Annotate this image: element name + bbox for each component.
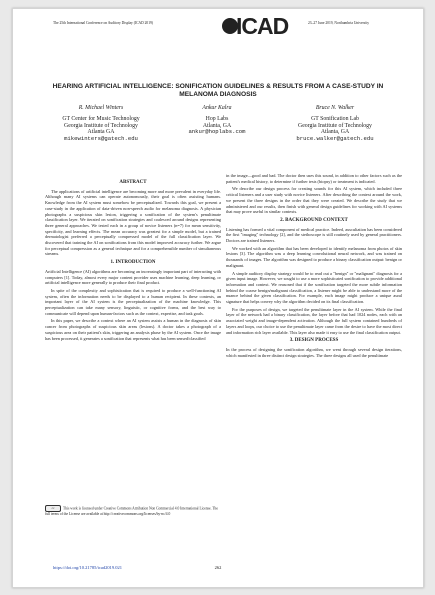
author-block — [43, 105, 393, 151]
conference-name: The 25th International Conference on Auditory Display (ICAD 2019) — [53, 21, 154, 25]
paragraph: A simple auditory display strategy would be to read out a "benign" or "malignant" diagnosis for a given input image. However, we sought to use a more sophisticated sonification to provide additional information and context. We reasoned that if the sonification targeted the more subtle information behind the coarse benign/malignant classification, a listener might be able to understand more of the nuance behind the given classification. For example, each image might produce a unique aural signature that helps convey why the algorithm decided on its final classification. — [226, 270, 402, 305]
paragraph: in the image—good and bad. The doctor then uses this sound, in addition to other factors such as the patient's medical history, to determine if further tests (biopsy) or treatment is indicated. — [226, 173, 402, 184]
abstract-heading: ABSTRACT — [119, 180, 147, 185]
author-2 — [159, 105, 275, 136]
author-affiliation: Georgia Institute of Technology — [298, 122, 372, 129]
logo-text: ICAD — [236, 13, 289, 39]
author-affiliation: Atlanta, GA — [202, 122, 232, 129]
paragraph: Listening has formed a vital component of medical practice. Indeed, auscultation has been considered the first "imaging" technology [2], and the stethoscope is still routinely used by general practitioners. Doctors are trained listeners. — [226, 226, 402, 244]
author-affiliation: Georgia Institute of Technology — [64, 122, 138, 129]
author-1 — [43, 105, 159, 143]
page-footer — [53, 565, 383, 570]
paper-title: HEARING ARTIFICIAL INTELLIGENCE: SONIFICATION GUIDELINES & RESULTS FROM A CASE-STUDY IN MELANOMA DIAGNOSIS — [52, 83, 384, 99]
author-email: ankur@hoplabs.com — [188, 128, 246, 136]
paragraph: We worked with an algorithm that has been developed to identify melanoma from photos of skin lesions [3]. The algorithm was a deep learning convolutional neural network, and was trained on thousands of images. The algorithm was designed to produce a binary classification output: benign or malignant. — [226, 245, 402, 268]
design-process-heading: 3. DESIGN PROCESS — [289, 338, 339, 344]
author-name: R. Michael Winters — [78, 105, 124, 111]
left-column — [45, 177, 221, 343]
author-name: Bruce N. Walker — [315, 105, 355, 111]
author-name: Ankur Kalra — [202, 105, 232, 111]
intro-heading: 1. INTRODUCTION — [110, 260, 156, 266]
cc-license-icon: cc — [45, 505, 61, 512]
author-3 — [277, 105, 393, 143]
author-affiliation: Hop Labs — [205, 115, 229, 122]
paragraph: In spite of the complexity and sophistication that is required to produce a well-functioning AI system, often the information needs to be displayed to a human recipient. In these contexts, an important layer of the AI system is the perceptualization of the machine knowledge. This perceptualization can take many sensory, linguistic, or cognitive forms, and the best way to communicate will depend upon human-factors such as the context, expertise, and task goals. — [45, 287, 221, 316]
page-number: 262 — [214, 565, 222, 570]
doi-link[interactable]: https://doi.org/10.21785/icad2019.021 — [53, 565, 123, 570]
paragraph: Artificial Intelligence (AI) algorithms are becoming an increasingly important part of interacting with computers [1]. Today, almost every major content provider uses machine learning, deep learning, or artificial intelligence more generally to produce their final product. — [45, 268, 221, 286]
conference-dates: 23–27 June 2019, Northumbria University — [308, 21, 369, 25]
paragraph: We describe our design process for creating sounds for this AI system, which included three critical listeners and a user study with novice listeners. After describing the context around the work, we present the three designs in the order that they were created. We describe the study that we administered and our results, then finish with general design guidelines for working with AI systems that may prove useful in similar contexts. — [226, 186, 402, 215]
author-email: mikewinters@gatech.edu — [64, 135, 138, 143]
paragraph: In this paper, we describe a context where an AI system assists a human in the diagnosis of skin cancer from photographs of suspicious skin areas (lesions). A doctor takes a photograph of a suspicious area on their patient's skin, triggering an analysis phase by the AI system. Once the image has been processed, it generates a sonification that represents what has been sensed/classified — [45, 318, 221, 341]
author-affiliation: GT Sonification Lab — [311, 115, 359, 122]
author-email: bruce.walker@gatech.edu — [296, 135, 374, 143]
author-affiliation: GT Center for Music Technology — [62, 115, 140, 122]
background-heading: 2. BACKGROUND CONTEXT — [280, 217, 348, 223]
author-location: Atlanta, GA — [320, 129, 350, 136]
paragraph: For the purposes of design, we targeted the penultimate layer in the AI system. While the final layer of the network had a binary classification, the layer before that had 1024 nodes, each with an associated weight and image-dependent activation. Although the full system contained hundreds of layers and loops, our choice to use the penultimate layer came from the desire to have the most direct and information rich layer available. This layer also made it easy to use the final classification output. — [226, 306, 402, 335]
abstract-text: The applications of artificial intelligence are becoming more and more prevalent in everyday life. Although many AI systems can operate autonomously, their goal is often assisting humans. Knowledge from the AI system must somehow be perceptualized. Towards this goal, we present a case-study in the application of data-driven non-speech audio for melanoma diagnosis. A physician photographs a suspicious skin lesion, triggering a sonification of the system's penultimate classification layer. We iterated on sonification strategies and coalesced around designs representing three general approaches. We tested each in a group of novice listeners (n=7) for mean sensitivity, specificity, and learning effects. The mean accuracy was greatest for a simple model, but a trained dermatologist preferred a perceptually compressed model of the full classification layer. We discovered that training the AI on sonifications from this model improved accuracy further. We argue for perceptual compression as a general technique and for a comprehensible number of simultaneous streams. — [45, 188, 221, 257]
license-note — [45, 505, 221, 517]
author-location: Atlanta GA — [87, 129, 115, 136]
paper-page — [12, 8, 424, 588]
license-text: This work is licensed under Creative Commons Attribution Non Commercial 4.0 International License. The full terms of the License are available at http://creativecommons.org/licenses/by-nc/4.0 — [45, 506, 218, 516]
right-column — [226, 173, 402, 360]
paragraph: In the process of designing the sonification algorithm, we went through several design iterations, which manifested in three distinct design strategies. The three designs all used the penultimate — [226, 346, 402, 358]
icad-logo — [222, 11, 289, 39]
page-header — [13, 13, 423, 39]
